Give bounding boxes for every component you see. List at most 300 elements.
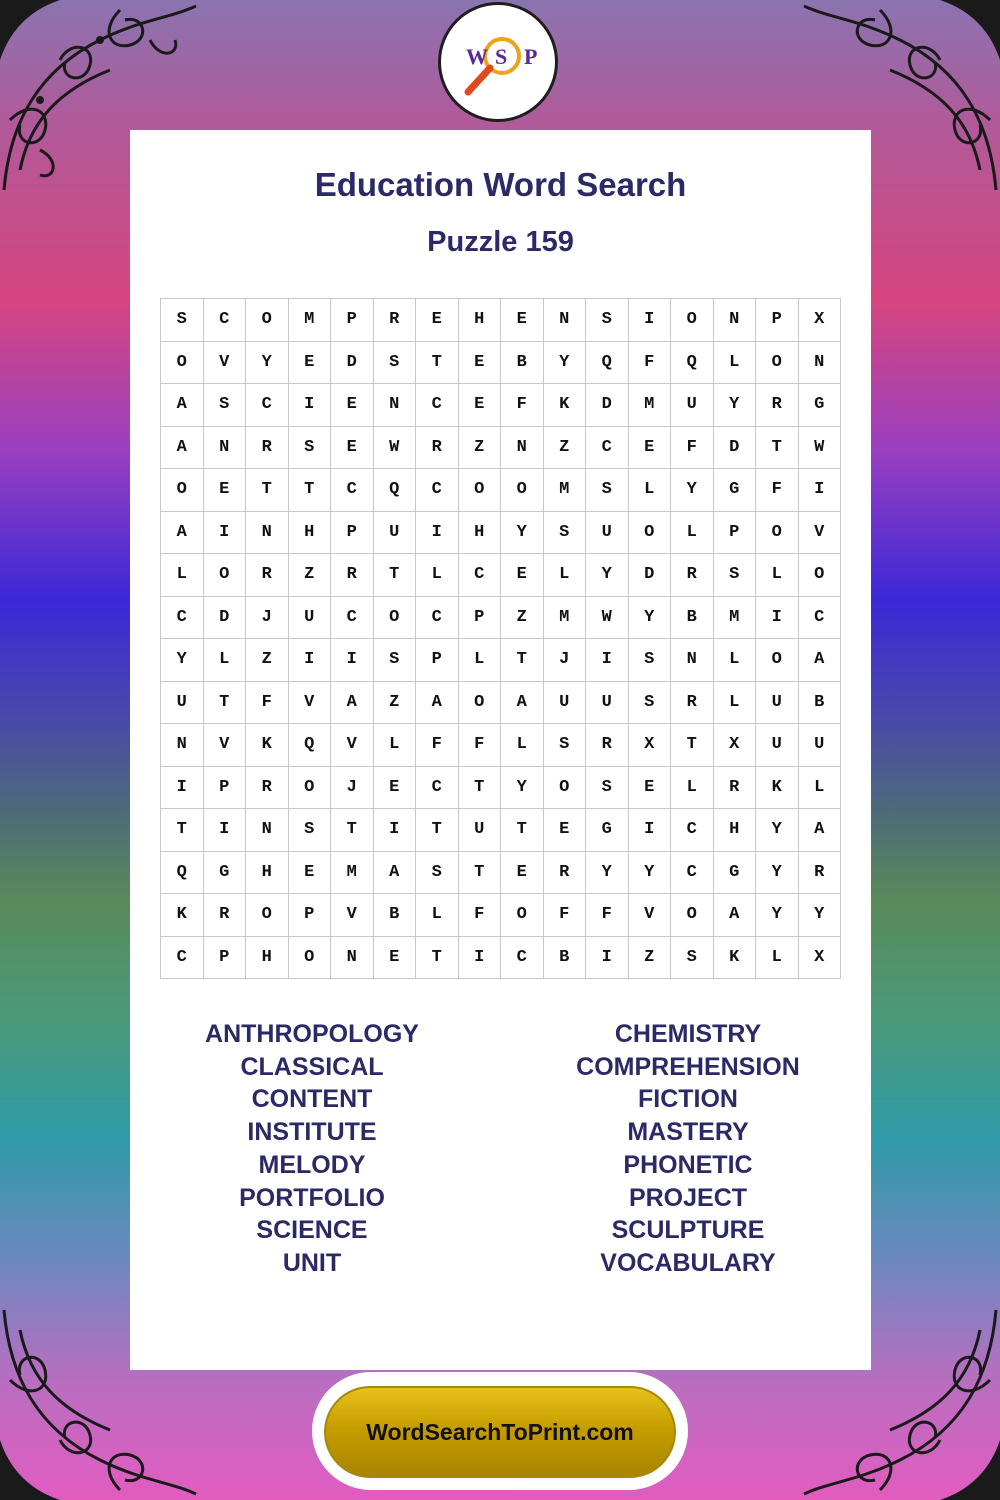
grid-cell[interactable]: Z xyxy=(628,936,671,979)
grid-cell[interactable]: E xyxy=(501,851,544,894)
grid-cell[interactable]: S xyxy=(628,639,671,682)
grid-cell[interactable]: F xyxy=(501,384,544,427)
grid-cell[interactable]: U xyxy=(671,384,714,427)
grid-cell[interactable]: Y xyxy=(756,851,799,894)
logo-letter-s: S xyxy=(495,44,508,69)
grid-cell[interactable]: M xyxy=(543,469,586,512)
grid-cell[interactable]: Y xyxy=(246,341,289,384)
grid-cell[interactable]: A xyxy=(161,426,204,469)
grid-cell[interactable]: C xyxy=(331,469,374,512)
grid-cell[interactable]: C xyxy=(331,596,374,639)
grid-cell[interactable]: S xyxy=(671,936,714,979)
word-list-item: CONTENT xyxy=(251,1085,373,1114)
grid-cell[interactable]: W xyxy=(373,426,416,469)
grid-cell[interactable]: S xyxy=(543,511,586,554)
grid-cell[interactable]: H xyxy=(458,511,501,554)
grid-cell[interactable]: C xyxy=(671,851,714,894)
word-list-left xyxy=(142,1018,482,1280)
grid-cell[interactable]: T xyxy=(671,724,714,767)
grid-row xyxy=(161,681,841,724)
word-list-item: ANTHROPOLOGY xyxy=(205,1020,419,1048)
grid-cell[interactable]: D xyxy=(331,341,374,384)
grid-cell[interactable]: L xyxy=(543,554,586,597)
grid-cell[interactable]: S xyxy=(288,809,331,852)
grid-cell[interactable]: F xyxy=(246,681,289,724)
grid-cell[interactable]: R xyxy=(373,299,416,342)
grid-cell[interactable]: R xyxy=(331,554,374,597)
grid-cell[interactable]: A xyxy=(798,639,841,682)
grid-cell[interactable]: U xyxy=(798,724,841,767)
grid-cell[interactable]: L xyxy=(713,341,756,384)
grid-cell[interactable]: J xyxy=(331,766,374,809)
word-list-right xyxy=(518,1018,858,1280)
grid-cell[interactable]: O xyxy=(798,554,841,597)
grid-cell[interactable]: Y xyxy=(628,851,671,894)
grid-cell[interactable]: T xyxy=(416,809,459,852)
grid-cell[interactable]: Z xyxy=(373,681,416,724)
grid-cell[interactable]: T xyxy=(416,936,459,979)
grid-cell[interactable]: J xyxy=(543,639,586,682)
grid-cell[interactable]: R xyxy=(246,426,289,469)
puzzle-card xyxy=(130,130,871,1370)
grid-cell[interactable]: Z xyxy=(501,596,544,639)
logo-letter-w: W xyxy=(466,44,488,69)
grid-cell[interactable]: E xyxy=(628,766,671,809)
grid-cell[interactable]: N xyxy=(161,724,204,767)
grid-cell[interactable]: O xyxy=(246,299,289,342)
grid-cell[interactable]: O xyxy=(161,469,204,512)
grid-cell[interactable]: O xyxy=(671,299,714,342)
grid-cell[interactable]: E xyxy=(288,851,331,894)
grid-cell[interactable]: B xyxy=(501,341,544,384)
grid-cell[interactable]: C xyxy=(501,936,544,979)
grid-cell[interactable]: C xyxy=(416,596,459,639)
grid-cell[interactable]: B xyxy=(373,894,416,937)
grid-cell[interactable]: E xyxy=(543,809,586,852)
grid-cell[interactable]: O xyxy=(288,766,331,809)
word-list-item: COMPREHENSION xyxy=(576,1052,800,1081)
grid-cell[interactable]: L xyxy=(458,639,501,682)
grid-cell[interactable]: G xyxy=(713,851,756,894)
grid-cell[interactable]: I xyxy=(331,639,374,682)
grid-cell[interactable]: G xyxy=(798,384,841,427)
grid-cell[interactable]: Q xyxy=(161,851,204,894)
grid-cell[interactable]: C xyxy=(586,426,629,469)
grid-cell[interactable]: T xyxy=(416,341,459,384)
grid-cell[interactable]: L xyxy=(373,724,416,767)
grid-cell[interactable]: F xyxy=(756,469,799,512)
grid-cell[interactable]: F xyxy=(586,894,629,937)
grid-cell[interactable]: O xyxy=(671,894,714,937)
grid-cell[interactable]: E xyxy=(458,384,501,427)
word-list-item: FICTION xyxy=(638,1085,738,1114)
grid-cell[interactable]: L xyxy=(798,766,841,809)
grid-cell[interactable]: T xyxy=(161,809,204,852)
grid-cell[interactable]: G xyxy=(203,851,246,894)
grid-cell[interactable]: O xyxy=(246,894,289,937)
grid-cell[interactable]: N xyxy=(798,341,841,384)
grid-row xyxy=(161,596,841,639)
grid-cell[interactable]: A xyxy=(416,681,459,724)
grid-cell[interactable]: H xyxy=(246,936,289,979)
grid-cell[interactable]: R xyxy=(246,766,289,809)
grid-cell[interactable]: V xyxy=(203,724,246,767)
grid-cell[interactable]: L xyxy=(756,554,799,597)
grid-cell[interactable]: R xyxy=(543,851,586,894)
grid-cell[interactable]: M xyxy=(628,384,671,427)
grid-cell[interactable]: N xyxy=(501,426,544,469)
grid-cell[interactable]: I xyxy=(203,511,246,554)
grid-cell[interactable]: F xyxy=(458,724,501,767)
grid-cell[interactable]: K xyxy=(713,936,756,979)
grid-cell[interactable]: G xyxy=(586,809,629,852)
grid-cell[interactable]: Y xyxy=(586,554,629,597)
grid-cell[interactable]: E xyxy=(331,426,374,469)
grid-cell[interactable]: A xyxy=(373,851,416,894)
grid-cell[interactable]: N xyxy=(671,639,714,682)
grid-cell[interactable]: Y xyxy=(501,766,544,809)
word-list-item: SCIENCE xyxy=(256,1216,368,1245)
grid-cell[interactable]: E xyxy=(331,384,374,427)
grid-cell[interactable]: Q xyxy=(671,341,714,384)
grid-cell[interactable]: E xyxy=(416,299,459,342)
grid-cell[interactable]: N xyxy=(246,511,289,554)
grid-cell[interactable]: F xyxy=(416,724,459,767)
grid-cell[interactable]: Y xyxy=(756,894,799,937)
grid-cell[interactable]: O xyxy=(543,766,586,809)
grid-cell[interactable]: W xyxy=(586,596,629,639)
grid-cell[interactable]: R xyxy=(798,851,841,894)
grid-cell[interactable]: U xyxy=(586,511,629,554)
grid-cell[interactable]: I xyxy=(458,936,501,979)
grid-cell[interactable]: N xyxy=(713,299,756,342)
grid-row xyxy=(161,936,841,979)
grid-cell[interactable]: B xyxy=(671,596,714,639)
word-list-item: VOCABULARY xyxy=(600,1248,776,1277)
grid-cell[interactable]: D xyxy=(713,426,756,469)
grid-cell[interactable]: U xyxy=(373,511,416,554)
grid-cell[interactable]: R xyxy=(671,681,714,724)
grid-cell[interactable]: S xyxy=(161,299,204,342)
grid-cell[interactable]: L xyxy=(713,681,756,724)
grid-cell[interactable]: C xyxy=(246,384,289,427)
grid-cell[interactable]: F xyxy=(628,341,671,384)
grid-cell[interactable]: Z xyxy=(543,426,586,469)
grid-cell[interactable]: H xyxy=(288,511,331,554)
grid-cell[interactable]: Y xyxy=(798,894,841,937)
grid-cell[interactable]: L xyxy=(671,511,714,554)
grid-cell[interactable]: I xyxy=(288,384,331,427)
grid-cell[interactable]: V xyxy=(288,681,331,724)
grid-cell[interactable]: W xyxy=(798,426,841,469)
grid-cell[interactable]: Q xyxy=(373,469,416,512)
grid-cell[interactable]: O xyxy=(203,554,246,597)
grid-cell[interactable]: T xyxy=(288,469,331,512)
grid-row xyxy=(161,299,841,342)
grid-cell[interactable]: R xyxy=(671,554,714,597)
grid-cell[interactable]: E xyxy=(373,936,416,979)
grid-cell[interactable]: H xyxy=(458,299,501,342)
grid-cell[interactable]: Y xyxy=(756,809,799,852)
grid-cell[interactable]: I xyxy=(203,809,246,852)
grid-cell[interactable]: G xyxy=(713,469,756,512)
grid-cell[interactable]: I xyxy=(288,639,331,682)
grid-cell[interactable]: U xyxy=(586,681,629,724)
grid-cell[interactable]: N xyxy=(203,426,246,469)
grid-cell[interactable]: U xyxy=(543,681,586,724)
grid-row xyxy=(161,469,841,512)
grid-cell[interactable]: O xyxy=(756,511,799,554)
grid-cell[interactable]: O xyxy=(373,596,416,639)
grid-cell[interactable]: E xyxy=(373,766,416,809)
grid-cell[interactable]: H xyxy=(246,851,289,894)
grid-cell[interactable]: Y xyxy=(501,511,544,554)
grid-cell[interactable]: S xyxy=(373,341,416,384)
grid-cell[interactable]: A xyxy=(798,809,841,852)
grid-cell[interactable]: U xyxy=(161,681,204,724)
grid-cell[interactable]: L xyxy=(671,766,714,809)
grid-cell[interactable]: U xyxy=(756,681,799,724)
grid-row xyxy=(161,341,841,384)
grid-cell[interactable]: O xyxy=(288,936,331,979)
grid-cell[interactable]: A xyxy=(331,681,374,724)
grid-cell[interactable]: M xyxy=(543,596,586,639)
grid-cell[interactable]: D xyxy=(203,596,246,639)
grid-cell[interactable]: S xyxy=(203,384,246,427)
grid-cell[interactable]: C xyxy=(416,384,459,427)
grid-cell[interactable]: Y xyxy=(713,384,756,427)
grid-cell[interactable]: X xyxy=(713,724,756,767)
grid-cell[interactable]: L xyxy=(756,936,799,979)
grid-cell[interactable]: C xyxy=(161,596,204,639)
grid-cell[interactable]: R xyxy=(756,384,799,427)
grid-cell[interactable]: I xyxy=(628,809,671,852)
grid-cell[interactable]: X xyxy=(628,724,671,767)
grid-cell[interactable]: T xyxy=(501,809,544,852)
grid-cell[interactable]: O xyxy=(458,469,501,512)
grid-cell[interactable]: R xyxy=(586,724,629,767)
grid-cell[interactable]: D xyxy=(628,554,671,597)
word-list-item: PORTFOLIO xyxy=(239,1183,385,1212)
grid-cell[interactable]: C xyxy=(458,554,501,597)
grid-cell[interactable]: S xyxy=(586,766,629,809)
grid-cell[interactable]: Y xyxy=(671,469,714,512)
grid-cell[interactable]: O xyxy=(458,681,501,724)
grid-row xyxy=(161,809,841,852)
grid-row xyxy=(161,384,841,427)
grid-cell[interactable]: Y xyxy=(161,639,204,682)
grid-cell[interactable]: E xyxy=(288,341,331,384)
grid-cell[interactable]: E xyxy=(501,554,544,597)
grid-cell[interactable]: Z xyxy=(458,426,501,469)
grid-cell[interactable]: V xyxy=(331,894,374,937)
grid-cell[interactable]: O xyxy=(756,639,799,682)
grid-cell[interactable]: P xyxy=(288,894,331,937)
grid-cell[interactable]: C xyxy=(798,596,841,639)
grid-cell[interactable]: S xyxy=(586,299,629,342)
grid-cell[interactable]: N xyxy=(331,936,374,979)
grid-cell[interactable]: N xyxy=(373,384,416,427)
grid-cell[interactable]: J xyxy=(246,596,289,639)
grid-cell[interactable]: K xyxy=(246,724,289,767)
grid-cell[interactable]: A xyxy=(713,894,756,937)
grid-cell[interactable]: O xyxy=(501,469,544,512)
site-logo[interactable] xyxy=(438,2,558,122)
grid-cell[interactable]: S xyxy=(586,469,629,512)
footer xyxy=(312,1372,688,1490)
word-list-item: MELODY xyxy=(258,1150,366,1179)
grid-cell[interactable]: L xyxy=(501,724,544,767)
grid-cell[interactable]: P xyxy=(713,511,756,554)
grid-cell[interactable]: S xyxy=(416,851,459,894)
grid-cell[interactable]: U xyxy=(756,724,799,767)
grid-cell[interactable]: I xyxy=(798,469,841,512)
grid-cell[interactable]: N xyxy=(543,299,586,342)
letter-grid[interactable] xyxy=(160,298,841,979)
grid-cell[interactable]: I xyxy=(586,936,629,979)
grid-cell[interactable]: T xyxy=(458,851,501,894)
grid-cell[interactable]: I xyxy=(756,596,799,639)
grid-cell[interactable]: C xyxy=(416,469,459,512)
grid-cell[interactable]: L xyxy=(161,554,204,597)
grid-cell[interactable]: I xyxy=(416,511,459,554)
grid-cell[interactable]: P xyxy=(458,596,501,639)
grid-cell[interactable]: F xyxy=(458,894,501,937)
grid-row xyxy=(161,851,841,894)
word-list-item: CLASSICAL xyxy=(240,1052,384,1081)
grid-cell[interactable]: E xyxy=(458,341,501,384)
grid-cell[interactable]: P xyxy=(416,639,459,682)
grid-cell[interactable]: S xyxy=(628,681,671,724)
grid-cell[interactable]: L xyxy=(416,554,459,597)
grid-cell[interactable]: Z xyxy=(246,639,289,682)
grid-cell[interactable]: A xyxy=(501,681,544,724)
grid-cell[interactable]: F xyxy=(671,426,714,469)
grid-cell[interactable]: V xyxy=(628,894,671,937)
grid-cell[interactable]: T xyxy=(756,426,799,469)
grid-cell[interactable]: A xyxy=(161,384,204,427)
grid-cell[interactable]: T xyxy=(458,766,501,809)
grid-cell[interactable]: P xyxy=(331,299,374,342)
grid-cell[interactable]: X xyxy=(798,936,841,979)
grid-row xyxy=(161,724,841,767)
grid-cell[interactable]: C xyxy=(416,766,459,809)
grid-cell[interactable]: T xyxy=(246,469,289,512)
grid-cell[interactable]: E xyxy=(628,426,671,469)
grid-cell[interactable]: M xyxy=(713,596,756,639)
grid-cell[interactable]: S xyxy=(543,724,586,767)
grid-cell[interactable]: S xyxy=(713,554,756,597)
grid-row xyxy=(161,426,841,469)
grid-cell[interactable]: P xyxy=(203,936,246,979)
grid-cell[interactable]: C xyxy=(671,809,714,852)
website-link-button[interactable]: WordSearchToPrint.com xyxy=(324,1386,676,1478)
grid-cell[interactable]: R xyxy=(416,426,459,469)
grid-cell[interactable]: L xyxy=(416,894,459,937)
grid-cell[interactable]: T xyxy=(501,639,544,682)
grid-cell[interactable]: U xyxy=(458,809,501,852)
grid-cell[interactable]: S xyxy=(288,426,331,469)
grid-cell[interactable]: E xyxy=(203,469,246,512)
word-list-item: CHEMISTRY xyxy=(614,1020,762,1048)
grid-cell[interactable]: O xyxy=(628,511,671,554)
grid-cell[interactable]: L xyxy=(628,469,671,512)
grid-cell[interactable]: O xyxy=(756,341,799,384)
grid-cell[interactable]: C xyxy=(203,299,246,342)
grid-cell[interactable]: K xyxy=(161,894,204,937)
grid-cell[interactable]: S xyxy=(373,639,416,682)
grid-cell[interactable]: T xyxy=(373,554,416,597)
grid-cell[interactable]: I xyxy=(628,299,671,342)
grid-cell[interactable]: Q xyxy=(586,341,629,384)
grid-cell[interactable]: Y xyxy=(543,341,586,384)
grid-cell[interactable]: V xyxy=(203,341,246,384)
grid-cell[interactable]: X xyxy=(798,299,841,342)
grid-cell[interactable]: Y xyxy=(628,596,671,639)
grid-cell[interactable]: H xyxy=(713,809,756,852)
grid-cell[interactable]: N xyxy=(246,809,289,852)
word-list-item: PROJECT xyxy=(628,1183,748,1212)
grid-cell[interactable]: I xyxy=(161,766,204,809)
grid-cell[interactable]: K xyxy=(756,766,799,809)
word-list-item: SCULPTURE xyxy=(611,1216,765,1245)
grid-cell[interactable]: B xyxy=(798,681,841,724)
page-title: Education Word Search xyxy=(314,166,687,203)
grid-cell[interactable]: V xyxy=(331,724,374,767)
grid-cell[interactable]: I xyxy=(586,639,629,682)
grid-row xyxy=(161,554,841,597)
grid-cell[interactable]: Q xyxy=(288,724,331,767)
grid-cell[interactable]: O xyxy=(501,894,544,937)
grid-cell[interactable]: A xyxy=(161,511,204,554)
puzzle-number: Puzzle 159 xyxy=(427,226,574,258)
grid-cell[interactable]: F xyxy=(543,894,586,937)
logo-letter-p: P xyxy=(524,44,538,69)
grid-cell[interactable]: R xyxy=(713,766,756,809)
grid-row xyxy=(161,511,841,554)
grid-cell[interactable]: O xyxy=(161,341,204,384)
word-list-item: INSTITUTE xyxy=(247,1118,377,1147)
grid-cell[interactable]: P xyxy=(203,766,246,809)
grid-row xyxy=(161,639,841,682)
grid-cell[interactable]: E xyxy=(501,299,544,342)
grid-row xyxy=(161,894,841,937)
grid-cell[interactable]: I xyxy=(373,809,416,852)
grid-cell[interactable]: M xyxy=(331,851,374,894)
word-list-item: UNIT xyxy=(282,1248,342,1277)
grid-row xyxy=(161,766,841,809)
grid-cell[interactable]: L xyxy=(203,639,246,682)
grid-cell[interactable]: R xyxy=(246,554,289,597)
grid-cell[interactable]: P xyxy=(756,299,799,342)
grid-cell[interactable]: R xyxy=(203,894,246,937)
grid-cell[interactable]: D xyxy=(586,384,629,427)
grid-cell[interactable]: T xyxy=(331,809,374,852)
grid-cell[interactable]: V xyxy=(798,511,841,554)
grid-cell[interactable]: M xyxy=(288,299,331,342)
grid-cell[interactable]: B xyxy=(543,936,586,979)
word-list-item: PHONETIC xyxy=(623,1150,753,1179)
grid-cell[interactable]: T xyxy=(203,681,246,724)
grid-cell[interactable]: P xyxy=(331,511,374,554)
grid-cell[interactable]: U xyxy=(288,596,331,639)
grid-cell[interactable]: Z xyxy=(288,554,331,597)
grid-cell[interactable]: L xyxy=(713,639,756,682)
grid-cell[interactable]: K xyxy=(543,384,586,427)
grid-cell[interactable]: C xyxy=(161,936,204,979)
grid-cell[interactable]: Y xyxy=(586,851,629,894)
word-list-item: MASTERY xyxy=(627,1118,749,1147)
